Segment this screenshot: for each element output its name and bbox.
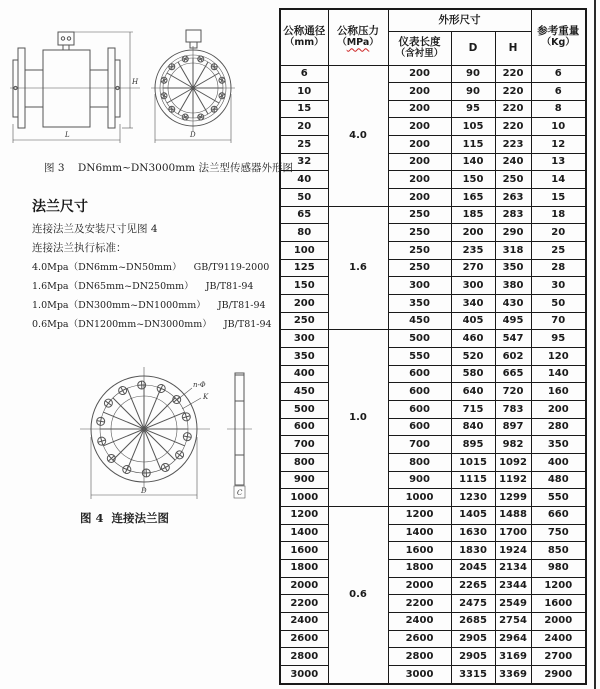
cell-weight: 20 (531, 224, 586, 242)
header-weight-title: 参考重量 (537, 25, 580, 38)
table-row (280, 630, 586, 648)
cell-weight: 160 (531, 383, 586, 401)
cell-h: 495 (495, 312, 531, 330)
table-row (280, 189, 586, 207)
cell-dn: 1200 (280, 506, 328, 524)
cell-weight: 480 (531, 471, 586, 489)
table-row (280, 542, 586, 560)
dim-label-H: H (132, 78, 139, 86)
table-row (280, 277, 586, 295)
cell-d: 405 (451, 312, 495, 330)
cell-d: 2905 (451, 648, 495, 666)
standard-line: 0.6Mpa（DN1200mm~DN3000mm） JB/T81-94 (32, 319, 272, 330)
cell-d: 185 (451, 206, 495, 224)
cell-length: 700 (388, 436, 451, 454)
cell-d: 1230 (451, 489, 495, 507)
cell-length: 200 (388, 189, 451, 207)
cell-length: 2400 (388, 612, 451, 630)
cell-h: 220 (495, 118, 531, 136)
cell-weight: 2000 (531, 612, 586, 630)
cell-weight: 1200 (531, 577, 586, 595)
cell-length: 200 (388, 100, 451, 118)
cell-length: 1200 (388, 506, 451, 524)
cell-d: 840 (451, 418, 495, 436)
cell-h: 220 (495, 100, 531, 118)
cell-dn: 2800 (280, 648, 328, 666)
cell-weight: 18 (531, 206, 586, 224)
cell-length: 2600 (388, 630, 451, 648)
cell-dn: 450 (280, 383, 328, 401)
dim-label-L: L (65, 131, 70, 139)
cell-d: 2475 (451, 595, 495, 613)
cell-h: 1488 (495, 506, 531, 524)
table-row (280, 348, 586, 366)
cell-length: 500 (388, 330, 451, 348)
dimension-table (279, 8, 587, 685)
cell-length: 900 (388, 471, 451, 489)
table-row (280, 612, 586, 630)
cell-length: 600 (388, 383, 451, 401)
header-dn-title: 公称通径 (283, 25, 326, 38)
cell-dn: 200 (280, 295, 328, 313)
cell-h: 240 (495, 153, 531, 171)
cell-dn: 2600 (280, 630, 328, 648)
header-dimensions: 外形尺寸 (388, 9, 531, 31)
cell-dn: 125 (280, 259, 328, 277)
header-pressure-unit (329, 38, 388, 49)
cell-length: 250 (388, 206, 451, 224)
cell-h: 380 (495, 277, 531, 295)
cell-dn: 32 (280, 153, 328, 171)
table-row (280, 330, 586, 348)
cell-d: 1630 (451, 524, 495, 542)
table-row (280, 595, 586, 613)
cell-weight: 850 (531, 542, 586, 560)
cell-h: 1700 (495, 524, 531, 542)
cell-h: 2134 (495, 559, 531, 577)
cell-h: 547 (495, 330, 531, 348)
cell-h: 665 (495, 365, 531, 383)
cell-h: 720 (495, 383, 531, 401)
cell-h: 220 (495, 65, 531, 83)
cell-d: 200 (451, 224, 495, 242)
cell-d: 235 (451, 242, 495, 260)
cell-h: 2754 (495, 612, 531, 630)
cell-weight: 200 (531, 400, 586, 418)
dim-label-D: D (141, 487, 147, 495)
figure3-caption: 图 3 DN6mm~DN3000mm 法兰型传感器外形图 (44, 162, 293, 174)
cell-d: 460 (451, 330, 495, 348)
cell-length: 2000 (388, 577, 451, 595)
standard-line: 1.6Mpa（DN65mm~DN250mm） JB/T81-94 (32, 281, 254, 292)
table-row (280, 648, 586, 666)
cell-d: 270 (451, 259, 495, 277)
table-row (280, 400, 586, 418)
standard-line: 1.0Mpa（DN300mm~DN1000mm） JB/T81-94 (32, 300, 266, 311)
cell-weight: 14 (531, 171, 586, 189)
header-pressure (328, 9, 388, 65)
cell-dn: 250 (280, 312, 328, 330)
cell-dn: 500 (280, 400, 328, 418)
cell-d: 2265 (451, 577, 495, 595)
dim-label-C: C (237, 489, 243, 497)
cell-dn: 50 (280, 189, 328, 207)
cell-d: 1115 (451, 471, 495, 489)
table-row (280, 665, 586, 684)
cell-dn: 25 (280, 136, 328, 154)
cell-h: 982 (495, 436, 531, 454)
cell-weight: 6 (531, 83, 586, 101)
cell-weight: 13 (531, 153, 586, 171)
header-weight (531, 9, 586, 65)
table-body (280, 65, 586, 684)
cell-d: 165 (451, 189, 495, 207)
cell-length: 600 (388, 400, 451, 418)
cell-d: 895 (451, 436, 495, 454)
table-row (280, 171, 586, 189)
paren-open: （ (337, 37, 347, 49)
figure4-caption: 图 4 连接法兰图 (80, 511, 170, 525)
cell-weight: 8 (531, 100, 586, 118)
cell-h: 263 (495, 189, 531, 207)
header-weight-unit: （Kg） (541, 37, 575, 49)
cell-length: 2200 (388, 595, 451, 613)
cell-dn: 600 (280, 418, 328, 436)
cell-weight: 280 (531, 418, 586, 436)
cell-length: 200 (388, 153, 451, 171)
cell-h: 220 (495, 83, 531, 101)
cell-weight: 400 (531, 453, 586, 471)
header-dn-unit: （mm） (284, 37, 324, 49)
terminal-icon (61, 37, 64, 40)
cell-dn: 1600 (280, 542, 328, 560)
table-row (280, 506, 586, 524)
hatch-top (235, 375, 244, 401)
cell-h: 1924 (495, 542, 531, 560)
cell-h: 283 (495, 206, 531, 224)
cell-d: 90 (451, 83, 495, 101)
table-row (280, 383, 586, 401)
cell-length: 350 (388, 295, 451, 313)
junction-box-front (186, 30, 201, 42)
cell-length: 250 (388, 224, 451, 242)
cell-d: 1015 (451, 453, 495, 471)
junction-box-neck (63, 45, 69, 50)
cell-d: 3315 (451, 665, 495, 684)
cell-dn: 1400 (280, 524, 328, 542)
cell-length: 200 (388, 118, 451, 136)
cell-dn: 20 (280, 118, 328, 136)
header-h: H (495, 31, 531, 65)
cell-length: 200 (388, 136, 451, 154)
cell-weight: 70 (531, 312, 586, 330)
cell-length: 250 (388, 259, 451, 277)
table-row (280, 524, 586, 542)
cell-d: 140 (451, 153, 495, 171)
cell-length: 550 (388, 348, 451, 366)
cell-dn: 80 (280, 224, 328, 242)
cell-weight: 6 (531, 65, 586, 83)
table-row (280, 365, 586, 383)
cell-weight: 95 (531, 330, 586, 348)
cell-h: 2964 (495, 630, 531, 648)
cell-length: 250 (388, 242, 451, 260)
cell-d: 95 (451, 100, 495, 118)
cell-d: 2685 (451, 612, 495, 630)
cell-h: 3169 (495, 648, 531, 666)
cell-h: 318 (495, 242, 531, 260)
cell-h: 2549 (495, 595, 531, 613)
cell-weight: 1600 (531, 595, 586, 613)
cell-d: 1405 (451, 506, 495, 524)
figure3-drawing (8, 20, 270, 155)
table-row (280, 100, 586, 118)
cell-weight: 25 (531, 242, 586, 260)
table-row (280, 436, 586, 454)
cell-weight: 12 (531, 136, 586, 154)
left-pane (0, 0, 293, 689)
cell-weight: 140 (531, 365, 586, 383)
cell-length: 600 (388, 418, 451, 436)
table-row (280, 259, 586, 277)
spokes (100, 385, 188, 473)
header-pressure-title: 公称压力 (337, 25, 379, 38)
cell-h: 897 (495, 418, 531, 436)
cell-weight: 30 (531, 277, 586, 295)
cell-length: 450 (388, 312, 451, 330)
cell-weight: 120 (531, 348, 586, 366)
table-header (280, 9, 586, 65)
cell-length: 800 (388, 453, 451, 471)
cell-h: 1192 (495, 471, 531, 489)
cell-length: 200 (388, 83, 451, 101)
cell-dn: 300 (280, 330, 328, 348)
cell-weight: 550 (531, 489, 586, 507)
table-row (280, 206, 586, 224)
cell-h: 250 (495, 171, 531, 189)
cell-length: 1400 (388, 524, 451, 542)
header-dn (280, 9, 328, 65)
table-row (280, 418, 586, 436)
cell-h: 430 (495, 295, 531, 313)
header-d: D (451, 31, 495, 65)
cell-weight: 50 (531, 295, 586, 313)
junction-box (58, 32, 74, 45)
cell-length: 2800 (388, 648, 451, 666)
dim-label-D: D (190, 131, 196, 139)
cell-weight: 660 (531, 506, 586, 524)
cell-weight: 15 (531, 189, 586, 207)
cell-d: 150 (451, 171, 495, 189)
cell-length: 200 (388, 65, 451, 83)
cell-dn: 400 (280, 365, 328, 383)
cell-d: 1830 (451, 542, 495, 560)
table-row (280, 559, 586, 577)
table-row (280, 312, 586, 330)
table-row (280, 118, 586, 136)
cell-h: 1299 (495, 489, 531, 507)
cell-d: 2905 (451, 630, 495, 648)
cell-dn: 15 (280, 100, 328, 118)
cell-d: 715 (451, 400, 495, 418)
cell-length: 1800 (388, 559, 451, 577)
cell-d: 520 (451, 348, 495, 366)
dim-label-n-phi: n-Φ (193, 381, 206, 389)
cell-dn: 2200 (280, 595, 328, 613)
cell-d: 115 (451, 136, 495, 154)
cell-d: 105 (451, 118, 495, 136)
section-heading-flange-size: 法兰尺寸 (32, 199, 88, 215)
cell-dn: 700 (280, 436, 328, 454)
cell-pressure: 1.0 (328, 330, 388, 507)
table-row (280, 224, 586, 242)
cell-length: 200 (388, 171, 451, 189)
meter-body (43, 50, 90, 127)
cell-weight: 2900 (531, 665, 586, 684)
cell-h: 3369 (495, 665, 531, 684)
paren-close: ） (369, 37, 379, 49)
hatch-bottom (235, 455, 244, 485)
cell-d: 300 (451, 277, 495, 295)
table-row (280, 453, 586, 471)
header-length (388, 31, 451, 65)
table-row (280, 242, 586, 260)
table-row (280, 65, 586, 83)
cell-dn: 800 (280, 453, 328, 471)
cell-length: 300 (388, 277, 451, 295)
cell-length: 1600 (388, 542, 451, 560)
cell-dn: 900 (280, 471, 328, 489)
cell-h: 2344 (495, 577, 531, 595)
cell-weight: 2400 (531, 630, 586, 648)
cell-dn: 65 (280, 206, 328, 224)
cell-h: 290 (495, 224, 531, 242)
cell-dn: 2400 (280, 612, 328, 630)
cell-weight: 350 (531, 436, 586, 454)
table-row (280, 136, 586, 154)
cell-weight: 28 (531, 259, 586, 277)
standard-line: 4.0Mpa（DN6mm~DN50mm） GB/T9119-2000 (32, 262, 270, 273)
cell-pressure: 0.6 (328, 506, 388, 684)
figure4-drawing (8, 365, 270, 510)
cell-dn: 350 (280, 348, 328, 366)
terminal-icon (67, 37, 70, 40)
cell-weight: 2700 (531, 648, 586, 666)
cell-h: 1092 (495, 453, 531, 471)
flange-intro-line1: 连接法兰及安装尺寸见图 4 (32, 223, 158, 235)
cell-weight: 980 (531, 559, 586, 577)
header-pressure-unit-core: MPa (346, 37, 370, 49)
flange-intro-line2: 连接法兰执行标准： (32, 242, 127, 254)
cell-d: 2045 (451, 559, 495, 577)
header-length-line1: 仪表长度 (398, 36, 441, 48)
cell-dn: 2000 (280, 577, 328, 595)
page-right-border (594, 0, 596, 689)
table-row (280, 471, 586, 489)
cell-dn: 3000 (280, 665, 328, 684)
cell-d: 340 (451, 295, 495, 313)
cell-d: 90 (451, 65, 495, 83)
cell-length: 3000 (388, 665, 451, 684)
cell-length: 1000 (388, 489, 451, 507)
cell-dn: 100 (280, 242, 328, 260)
cell-weight: 10 (531, 118, 586, 136)
cell-dn: 150 (280, 277, 328, 295)
header-length-line2: （含衬里） (395, 48, 444, 60)
table-row (280, 153, 586, 171)
cell-weight: 750 (531, 524, 586, 542)
junction-box-neck-front (190, 42, 197, 48)
table-row (280, 295, 586, 313)
cell-pressure: 4.0 (328, 65, 388, 206)
cell-length: 600 (388, 365, 451, 383)
dim-label-K: K (203, 393, 209, 401)
table-row (280, 577, 586, 595)
cell-dn: 6 (280, 65, 328, 83)
cell-d: 580 (451, 365, 495, 383)
cell-dn: 10 (280, 83, 328, 101)
cell-dn: 1800 (280, 559, 328, 577)
table-row (280, 83, 586, 101)
cell-d: 640 (451, 383, 495, 401)
cell-h: 350 (495, 259, 531, 277)
cell-dn: 40 (280, 171, 328, 189)
cell-h: 223 (495, 136, 531, 154)
cell-pressure: 1.6 (328, 206, 388, 330)
table-row (280, 489, 586, 507)
cell-h: 783 (495, 400, 531, 418)
cell-h: 602 (495, 348, 531, 366)
cell-dn: 1000 (280, 489, 328, 507)
